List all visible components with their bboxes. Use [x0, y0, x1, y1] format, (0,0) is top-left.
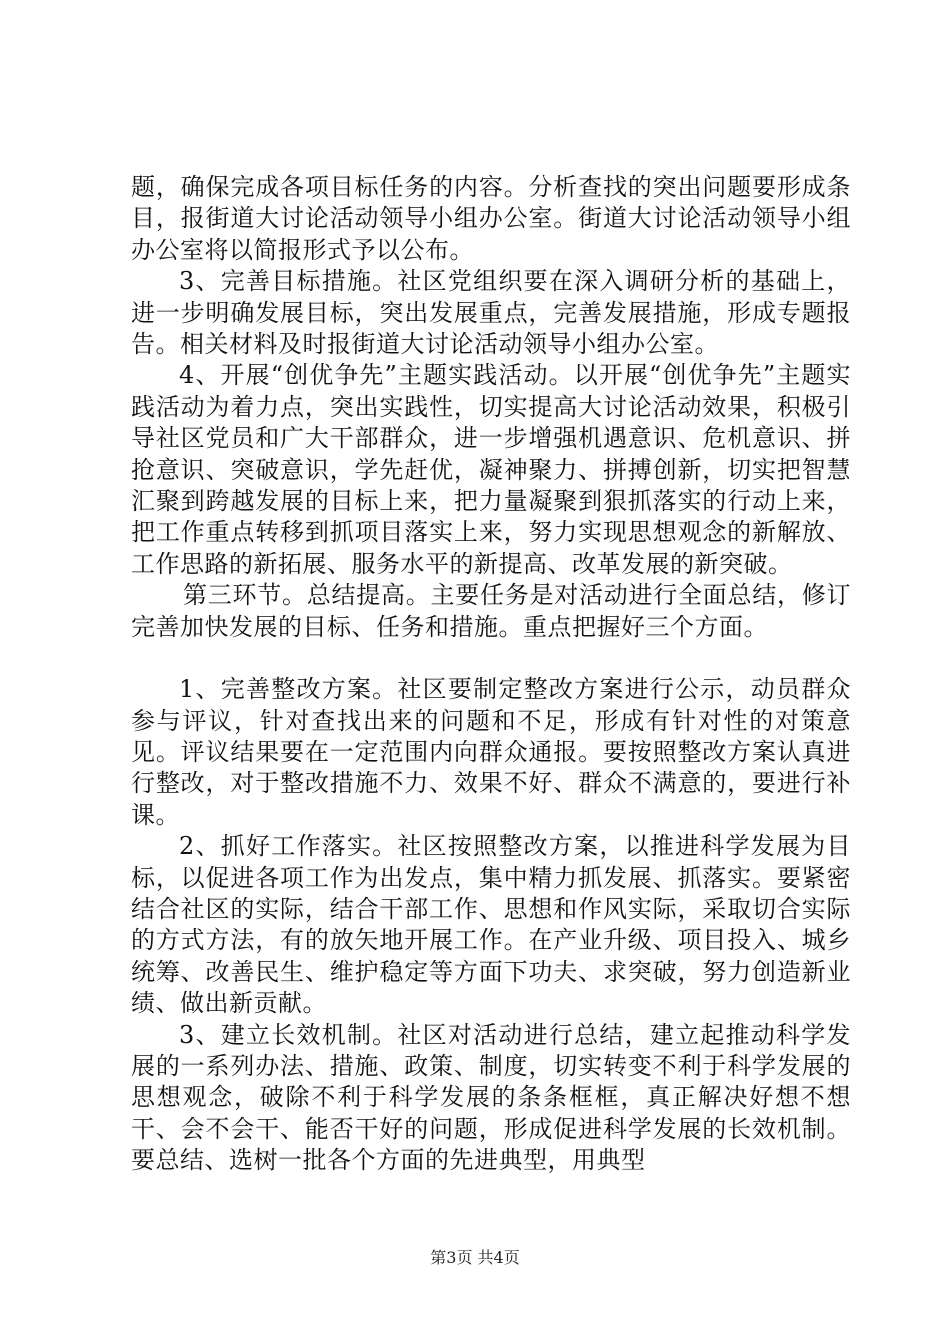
paragraph-item-2-implementation: 2、抓好工作落实。社区按照整改方案，以推进科学发展为目标，以促进各项工作为出发点，集中精力抓发展、抓落实。要紧密结合社区的实际，结合干部工作、思想和作风实际，采取切合实际的方式方法，有的放矢地开展工作。在产业升级、项目投入、城乡统筹、改善民生、维护稳定等方面下功夫、求突破，努力创造新业绩、做出新贡献。 [131, 832, 851, 1018]
paragraph-item-1-rectification: 1、完善整改方案。社区要制定整改方案进行公示，动员群众参与评议，针对查找出来的问题和不足，形成有针对性的对策意见。评议结果要在一定范围内向群众通报。要按照整改方案认真进行整改，对于整改措施不力、效果不好、群众不满意的，要进行补课。 [131, 675, 851, 829]
paragraph-stage-three: 第三环节。总结提高。主要任务是对活动进行全面总结，修订完善加快发展的目标、任务和措施。重点把握好三个方面。 [131, 581, 851, 641]
document-body [131, 172, 851, 1177]
paragraph-item-3-long-term-mechanism: 3、建立长效机制。社区对活动进行总结，建立起推动科学发展的一系列办法、措施、政策、制度，切实转变不利于科学发展的思想观念，破除不利于科学发展的条条框框，真正解决好想不想干、会不会干、能否干好的问题，形成促进科学发展的长效机制。要总结、选树一批各个方面的先进典型，用典型 [131, 1020, 851, 1175]
paragraph-item-4-practice-activity: 4、开展“创优争先”主题实践活动。以开展“创优争先”主题实践活动为着力点，突出实践性，切实提高大讨论活动效果，积极引导社区党员和广大干部群众，进一步增强机遇意识、危机意识、拼抢意识、突破意识，学先赶优，凝神聚力、拼搏创新，切实把智慧汇聚到跨越发展的目标上来，把力量凝聚到狠抓落实的行动上来，把工作重点转移到抓项目落实上来，努力实现思想观念的新解放、工作思路的新拓展、服务水平的新提高、改革发展的新突破。 [131, 361, 851, 578]
paragraph-item-3-goal-measures: 3、完善目标措施。社区党组织要在深入调研分析的基础上，进一步明确发展目标，突出发展重点，完善发展措施，形成专题报告。相关材料及时报街道大讨论活动领导小组办公室。 [131, 267, 851, 359]
paragraph-spacer [131, 643, 851, 674]
paragraph-continuation: 题，确保完成各项目标任务的内容。分析查找的突出问题要形成条目，报街道大讨论活动领导小组办公室。街道大讨论活动领导小组办公室将以简报形式予以公布。 [131, 173, 851, 264]
page-number-footer: 第3页 共4页 [430, 1248, 520, 1267]
